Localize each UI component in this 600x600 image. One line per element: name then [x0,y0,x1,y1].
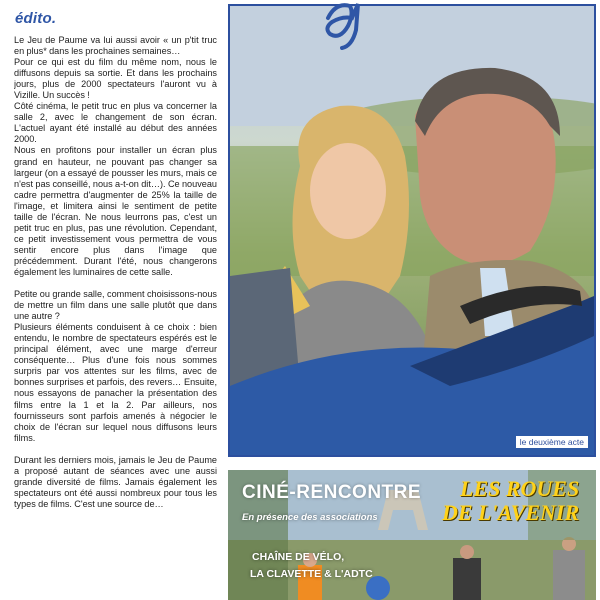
poster-associations-line1: CHAÎNE DE VÉLO, [252,551,345,563]
poster-tagline-line1: LES ROUES [460,476,580,501]
script-letter-mark [318,0,378,50]
poster-subtitle: En présence des associations [242,512,378,523]
editorial-title: édito. [15,10,57,27]
film-still-photo [228,4,596,457]
poster-title: CINÉ-RENCONTRE [242,482,422,503]
film-still-illustration [230,6,594,455]
cine-rencontre-poster [228,470,596,600]
editorial-paragraph-6: Plusieurs éléments conduisent à ce choix : bien entendu, le nombre de spectateurs espérés est le principal élément, avec une marge d'erreur conséquente… Plus d'une fois nous sommes surpris par vos attentes sur les films, avec de bonnes surprises et parfois, des revers… Ensuite, nous essayons de panacher la présentation des films entre la 1 et la 2. Par ailleurs, nos fournisseurs sont parfois amenés à négocier le choix de l'écran sur lequel nous diffusons leurs films. [14,322,217,443]
editorial-paragraph-2: Pour ce qui est du film du même nom, nous le diffusons depuis sa sortie. Et dans les prochains jours, plus de 2000 spectateurs l'auront vu à Vizille. Un succès ! [14,57,217,101]
editorial-paragraph-4: Nous en profitons pour installer un écran plus grand en hauteur, ne pouvant pas changer sa largeur (on a essayé de pousser les murs, mais ce n'est pas conseillé, nous a-t-on dit…). Ce nouveau cadre permettra d'augmenter de 25% la taille de l'image, et limitera ainsi le sentiment de petite taille de l'écran. Ne nous leurrons pas, c'est un petit truc en plus, pas une révolution. Cependant, ce petit investissement vous permettra de vous sentir encore plus dans l'image que précédemment. Durant l'été, nous changerons également les luminaires de cette salle. [14,145,217,277]
poster-tagline-line2: DE L'AVENIR [442,500,580,525]
editorial-paragraph-7: Durant les derniers mois, jamais le Jeu de Paume a proposé autant de séances avec une aussi grande diversité de films. Jamais également les spectateurs ont été aussi nombreux pour tous les types de films. C'est une source de… [14,454,217,509]
poster-associations-line2: LA CLAVETTE & L'ADTC [250,568,373,580]
editorial-paragraph-3: Côté cinéma, le petit truc en plus va concerner la salle 2, avec le changement de son écran. L'actuel ayant été installé au début des années 2000. [14,101,217,145]
editorial-paragraph-5: Petite ou grande salle, comment choisissons-nous de mettre un film dans une salle plutôt que dans une autre ? [14,289,217,322]
photo-caption: le deuxième acte [516,436,588,448]
editorial-column [14,10,217,600]
editorial-paragraph-1: Le Jeu de Paume va lui aussi avoir « un p'tit truc en plus* dans les prochaines semaines… [14,35,217,57]
